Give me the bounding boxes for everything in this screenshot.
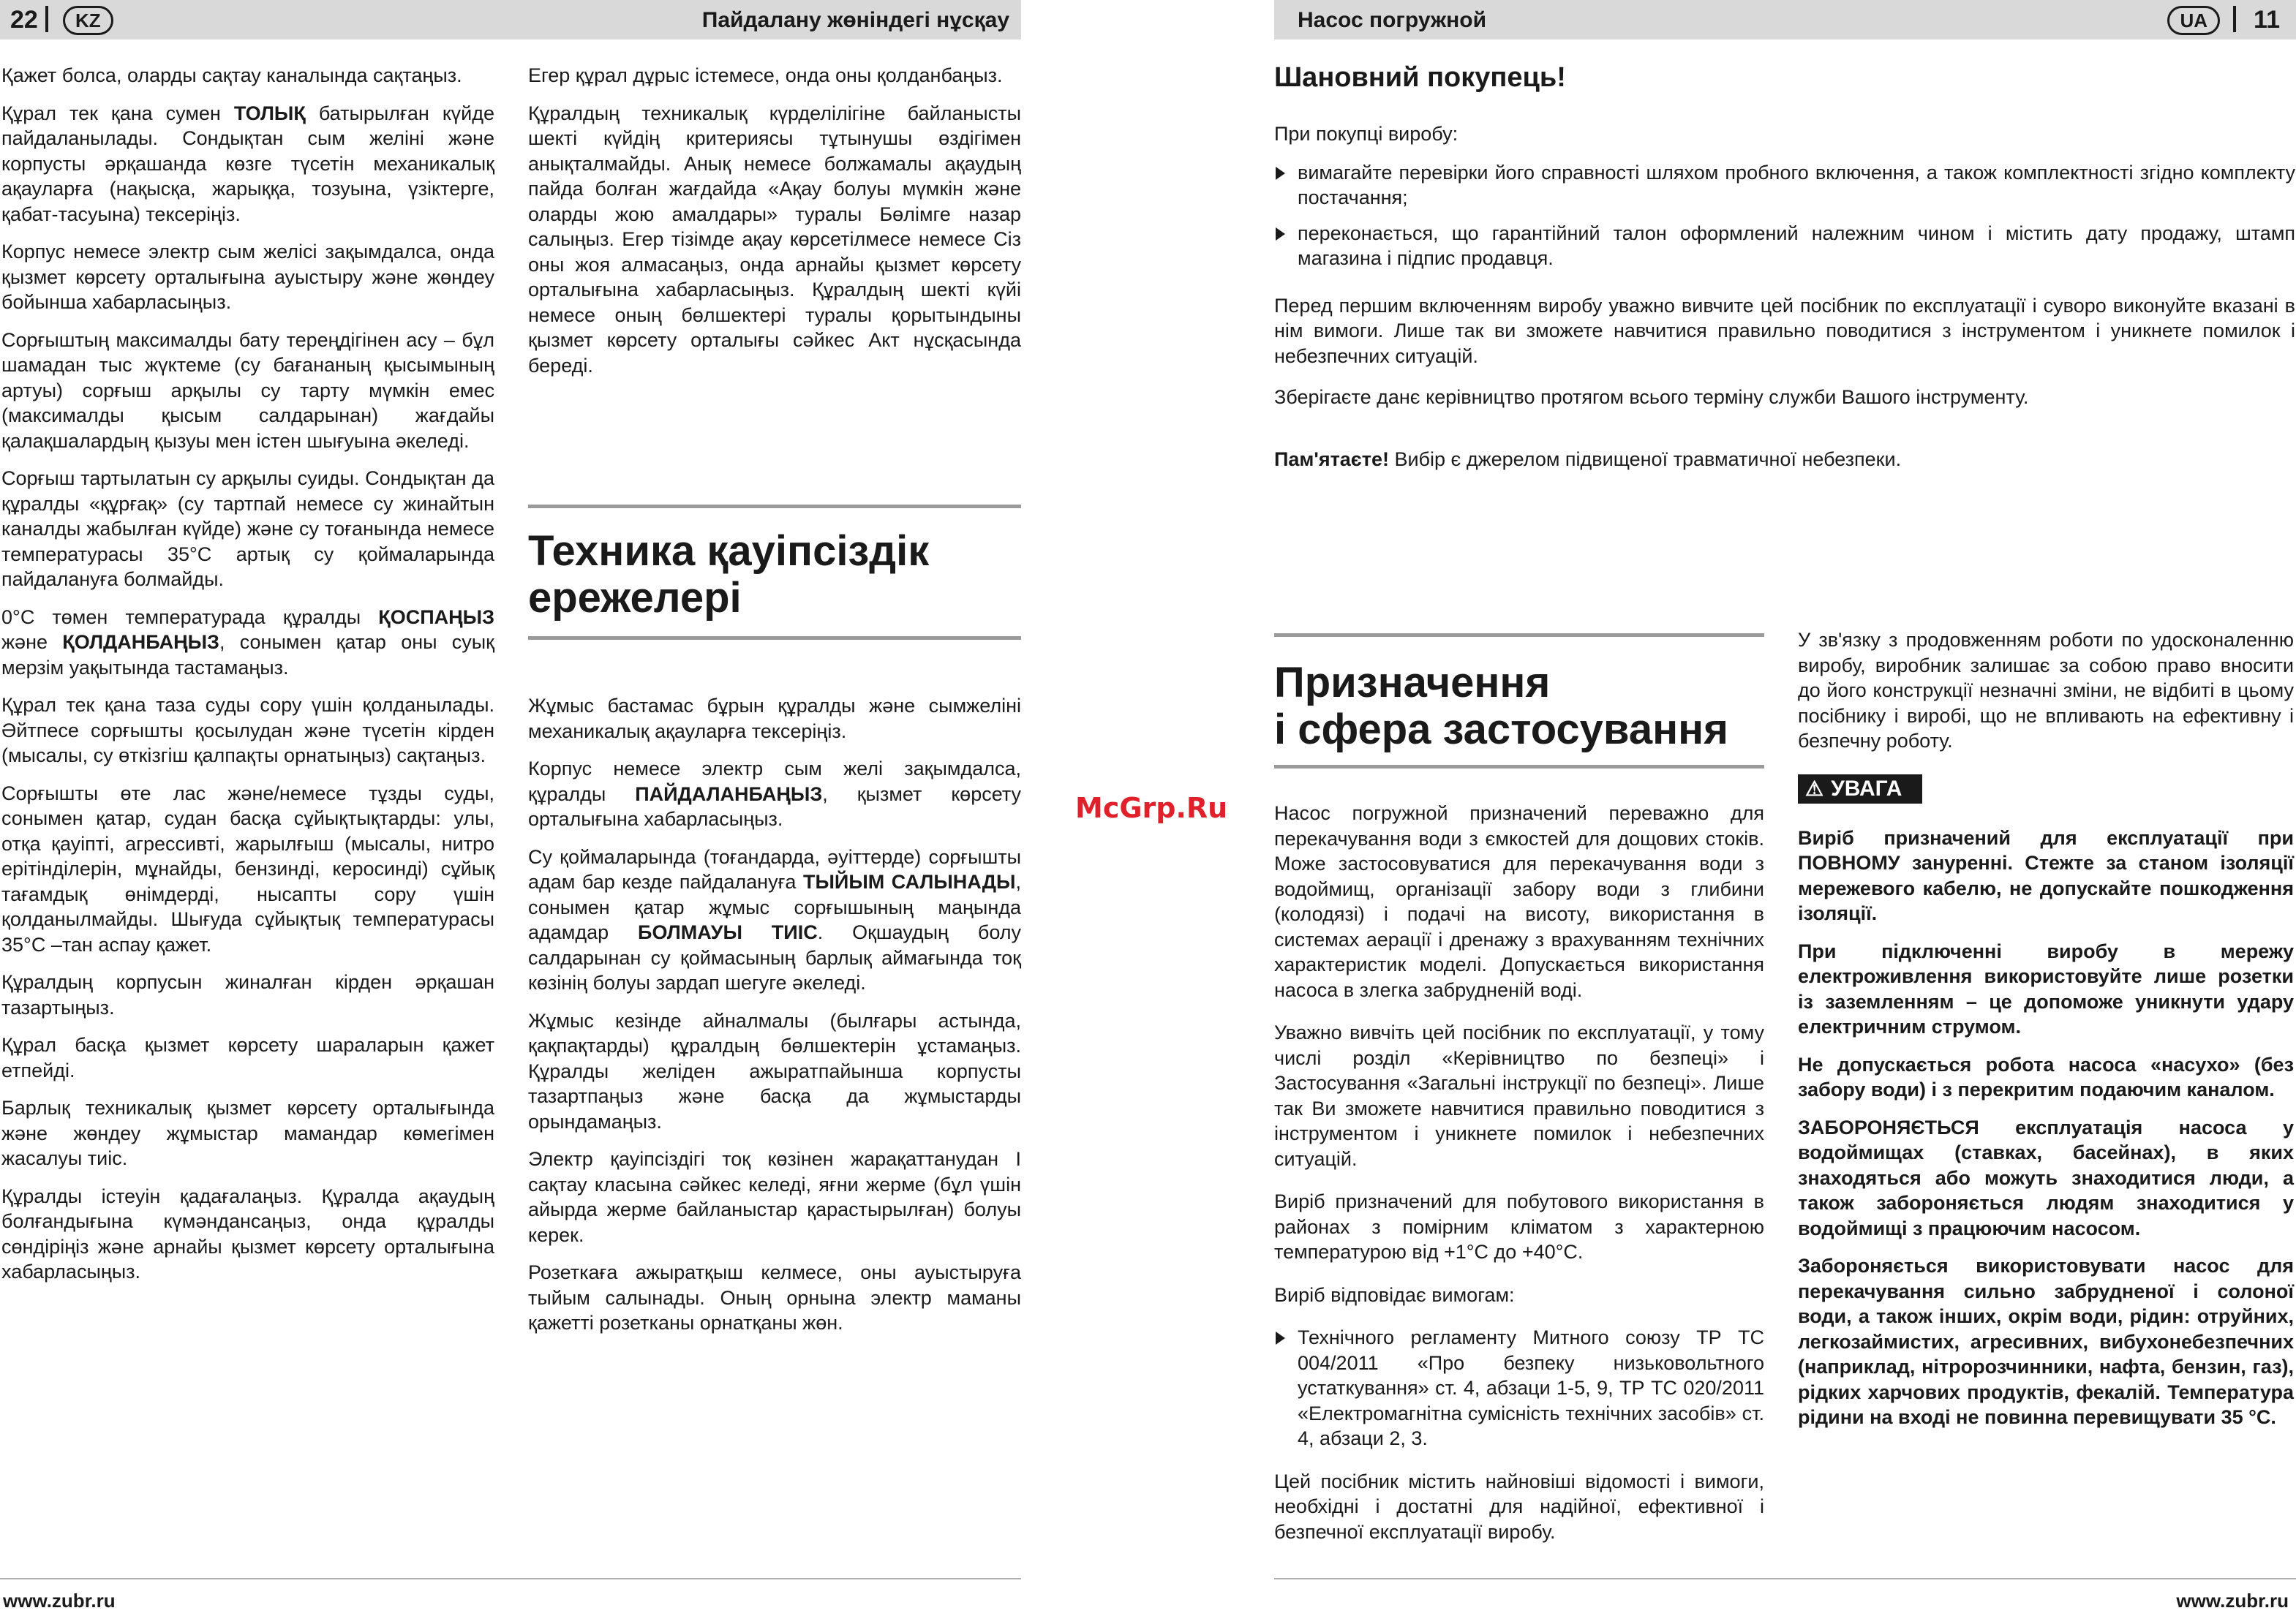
- kz-paragraph: Егер құрал дұрыс істемесе, онда оны қолданбаңыз.: [528, 64, 1003, 86]
- ua-paragraph: У зв'язку з продовженням роботи по удосконаленню виробу, виробник залишає за собою право вносити до його конструкції незначні зміни, не відбиті в цьому посібнику і виробі, що не впливають на ефективну і безпечну роботу.: [1798, 629, 2294, 752]
- ua-purpose-title-line: і сфера застосування: [1274, 706, 1728, 753]
- section-rule: [1274, 765, 1764, 769]
- section-rule: [528, 636, 1021, 640]
- ua-remember-text: Вибір є джерелом підвищеної травматичної небезпеки.: [1394, 448, 1902, 470]
- ua-warning-label: УВАГА: [1831, 776, 1902, 801]
- left-page-header: [0, 0, 1021, 39]
- lang-badge-kz: KZ: [63, 6, 113, 35]
- kz-paragraph: 0°С төмен температурада құралды ҚОСПАҢЫЗ және ҚОЛДАНБАҢЫЗ, сонымен қатар оны суық мерзім уақытында тастамаңыз.: [1, 605, 494, 679]
- ua-greeting: Шановний покупець!: [1274, 62, 1566, 93]
- kz-paragraph: Қажет болса, оларды сақтау каналында сақтаңыз.: [1, 64, 462, 86]
- ua-purpose-title: [1274, 660, 1764, 753]
- ua-paragraph: Виріб відповідає вимогам:: [1274, 1283, 1515, 1306]
- ua-bullet-text: Технічного регламенту Митного союзу ТР ТС 004/2011 «Про безпеку низьковольтного устаткування» ст. 4, абзаци 1-5, 9, ТР ТС 020/2011 «Електромагнітна сумісність технічних засобів» ст. 4, абзаци 2, 3.: [1298, 1326, 1764, 1449]
- kz-paragraph: Розеткаға ажыратқыш келмесе, оны ауыстыруға тыйым салынады. Оның орнына электр маманы қажетті розетканы орнатқаны жөн.: [528, 1261, 1021, 1334]
- left-header-title: Пайдалану жөніндегі нұсқау: [701, 8, 1009, 32]
- kz-safety-title: [528, 528, 1021, 622]
- kz-paragraph: Су қоймаларында (тоғандарда, әуіттерде) сорғышты адам бар кезде пайдалануға ТЫЙЫМ САЛЫНАДЫ, сонымен қатар жұмыс сорғышының маңында адамдар БОЛМАУЫ ТИІС. Оқшаудың болу салдарынан су қоймасының барлық аймағында тоқ көзінің болуы зардап шегуге әкеледі.: [528, 845, 1021, 994]
- ua-warning-paragraph: Не допускається робота насоса «насухо» (без забору води) і з перекритим подаючим каналом.: [1798, 1053, 2294, 1100]
- ua-bullet-text: вимагайте перевірки його справності шляхом пробного включення, а також комплектності згідно комплекту постачання;: [1298, 161, 2295, 208]
- ua-purchase-lead: При покупці виробу:: [1274, 123, 1458, 145]
- ua-keep-paragraph: Зберігаєте данє керівництво протягом всього терміну служби Вашого інструменту.: [1274, 386, 2029, 408]
- left-footer-url[interactable]: www.zubr.ru: [3, 1590, 116, 1612]
- warning-triangle-icon: ⚠: [1805, 777, 1824, 800]
- ua-warning-badge: [1798, 774, 1922, 804]
- kz-paragraph: Сорғыш тартылатын су арқылы суиды. Сондықтан да құралды «құрғақ» (су тартпай немесе су жинайтын каналды жабылған күйде) және су тоғанында немесе температурасы 35°С артық су қоймаларында пайдалануға болмайды.: [1, 467, 494, 590]
- ua-bullet-item: [1274, 221, 2295, 271]
- ua-paragraph: Цей посібник містить найновіші відомості і вимоги, необхідні і достатні для надійної, ефективної і безпечної експлуатації виробу.: [1274, 1470, 1764, 1543]
- section-rule: [528, 505, 1021, 508]
- kz-paragraph: Барлық техникалық қызмет көрсету орталығында және жөндеу жұмыстар мамандар көмегімен жасалуы тиіс.: [1, 1097, 494, 1169]
- ua-column-2: [1798, 627, 2294, 1443]
- kz-column-2-top: [528, 63, 1021, 390]
- right-header-title: Насос погружной: [1298, 8, 1487, 32]
- bullet-arrow-icon: [1276, 227, 1285, 241]
- ua-warning-paragraph: При підключенні виробу в мережу електроживлення використовуйте лише розетки із заземленням – це допоможе уникнути удару електричним струмом.: [1798, 940, 2294, 1038]
- ua-requirements-bullet: [1274, 1325, 1764, 1451]
- ua-bullet-text: переконається, що гарантійний талон оформлений належним чином і містить дату продажу, штамп магазина і підпис продавця.: [1298, 222, 2295, 269]
- ua-warning-paragraph: Забороняється використовувати насос для перекачування сильно забрудненої і солоної води, а також інших, окрім води, рідин: отруйних, легкозаймистих, агресивних, вибухонебезпечних (наприклад, нітророзчинники, нафта, бензин, газ), рідких харчових продуктів, фекалій. Температура рідини на вході не повинна перевищувати 35 °С.: [1798, 1255, 2294, 1428]
- watermark-text: McGrp.Ru: [1075, 792, 1228, 824]
- kz-paragraph: Жұмыс бастамас бұрын құралды және сымжеліні механикалық ақауларға тексеріңіз.: [528, 695, 1021, 742]
- kz-paragraph: Электр қауіпсіздігі тоқ көзінен жарақаттанудан І сақтау класына сәйкес келеді, яғни жерме (бұл үшін айырда жерме байланыстар қарастырылған) болуы керек.: [528, 1148, 1021, 1246]
- ua-remember-label: Пам'ятаєте!: [1274, 448, 1389, 470]
- left-page-number: 22: [10, 6, 38, 34]
- ua-paragraph: Насос погружной призначений переважно для перекачування води з ємкостей для дощових стоків. Може застосовуватися для перекачування води з водоймищ, організації забору води з глибини (колодязі) і подачі на висоту, використання в системах аерації і дренажу з врахуванням технічних характеристик моделі. Допускається використання насоса в злегка забрудненій воді.: [1274, 802, 1764, 1001]
- kz-paragraph: Құралды істеуін қадағалаңыз. Құралда ақаудың болғандығына күмәндансаңыз, онда құралды сөндіріңіз және арнайы қызмет көрсету орталығына хабарласыңыз.: [1, 1185, 494, 1283]
- kz-paragraph: Құралдың корпусын жиналған кірден әрқашан тазартыңыз.: [1, 971, 494, 1019]
- kz-safety-title-line: ережелері: [528, 574, 742, 622]
- kz-column-1: [1, 63, 494, 1297]
- right-page-header: [1274, 0, 2296, 39]
- kz-column-2-bottom: [528, 693, 1021, 1348]
- kz-paragraph: Корпус немесе электр сым желісі зақымдалса, онда қызмет көрсету орталығына ауыстыру және жөндеу бойынша хабарласыңыз.: [1, 241, 494, 313]
- kz-paragraph: Құралдың техникалық күрделілігіне байланысты шекті күйдің критериясы тұтынушы өздігімен анықталмайды. Анық немесе болжамалы ақаудың пайда болған жағдайда «Ақау болуы мүмкін және оларды жою амалдары» туралы Бөлімге назар салыңыз. Егер тізімде ақау көрсетілмесе немесе Сіз оны жоя алмасаңыз, онда арнайы қызмет көрсету орталығына хабарласыңыз. Құралдың шекті күйі немесе оның бөлшектері туралы қорытындыны қызмет көрсету орталығы сәйкес Акт нұсқасында береді.: [528, 102, 1021, 377]
- header-divider: [45, 6, 48, 32]
- kz-paragraph: Сорғыштың максималды бату тереңдігінен асу – бұл шамадан тыс жүктеме (су бағананың қысымының артуы) сорғыш арқылы су тарту мүмкін емес (максималды қысым салдарынан) жағдайы қалақшалардың қызуы мен істен шығуына әкеледі.: [1, 328, 494, 452]
- bullet-arrow-icon: [1276, 167, 1285, 180]
- footer-rule: [0, 1578, 1021, 1579]
- kz-paragraph: Жұмыс кезінде айналмалы (былғары астында, қақпақтарды) құралдың бөлшектерін ұстамаңыз. Құралды желіден ажыратпайынша корпусты тазартпаңыз және басқа да жұмыстарды орындамаңыз.: [528, 1009, 1021, 1133]
- kz-paragraph: Құрал тек қана таза суды сору үшін қолданылады. Әйтпесе сорғышты қосылудан және түсетін кірден (мысалы, су өткізгіш қалпақты орнатыңыз) сақтаңыз.: [1, 694, 494, 766]
- bullet-arrow-icon: [1276, 1332, 1285, 1345]
- kz-paragraph: Құрал басқа қызмет көрсету шараларын қажет етпейді.: [1, 1034, 494, 1081]
- ua-warning-paragraph: Виріб призначений для експлуатації при ПОВНОМУ зануренні. Стежте за станом ізоляції мережевого кабелю, не допускайте пошкодження ізоляції.: [1798, 826, 2294, 924]
- ua-paragraph: Виріб призначений для побутового використання в районах з помірним кліматом з характерною температурою від +1°С до +40°С.: [1274, 1190, 1764, 1263]
- ua-purpose-title-line: Призначення: [1274, 659, 1551, 706]
- kz-paragraph: Сорғышты өте лас және/немесе тұзды суды, сонымен қатар, судан басқа сұйықтықтарды: улы, отқа қауіпті, агрессивті, жарылғыш (мысалы, нитро ерітінділерін, мұнайды, бензинді, керосинді) сұйық тағамдық өнімдерді, нысапты сору үшін қолданылмайды. Шығуда сұйықтық температурасы 35°С –тан аспау қажет.: [1, 782, 494, 956]
- ua-paragraph: Уважно вивчіть цей посібник по експлуатації, у тому числі розділ «Керівництво по безпеці» і Застосування «Загальні інструкції по безпеці». Лише так Ви зможете навчитися правильно поводитися з інструментом і уникнете помилок і небезпечних ситуацій.: [1274, 1022, 1764, 1170]
- right-page-number: 11: [2254, 6, 2280, 34]
- ua-intro-paragraph: Перед першим включенням виробу уважно вивчите цей посібник по експлуатації і суворо виконуйте вказані в нім вимоги. Лише так ви зможете навчитися правильно поводитися з інструментом і уникнете помилок і небезпечних ситуацій.: [1274, 294, 2295, 367]
- kz-paragraph: Корпус немесе электр сым желі зақымдалса, құралды ПАЙДАЛАНБАҢЫЗ, қызмет көрсету орталығына хабарласыңыз.: [528, 758, 1021, 830]
- lang-badge-ua: UA: [2167, 6, 2220, 35]
- section-rule: [1274, 633, 1764, 637]
- right-footer-url[interactable]: www.zubr.ru: [2176, 1590, 2289, 1612]
- ua-bullet-item: [1274, 160, 2295, 211]
- ua-column-1: [1274, 801, 1764, 1562]
- kz-safety-title-line: Техника қауіпсіздік: [528, 527, 930, 575]
- kz-paragraph: Құрал тек қана сумен ТОЛЫҚ батырылған күйде пайдаланылады. Сондықтан сым желіні және корпусты әрқашанда көзге түсетін механикалық ақауларға (нақысқа, жарыққа, тозуына, үзіктерге, қабат-тасуына) тексеріңіз.: [1, 102, 494, 225]
- ua-warning-paragraph: ЗАБОРОНЯЄТЬСЯ експлуатація насоса у водоймищах (ставках, басейнах), в яких знаходяться або можуть знаходитися люди, а також забороняється людям знаходитися у водоймищі з працюючим насосом.: [1798, 1116, 2294, 1239]
- footer-rule: [1274, 1578, 2296, 1579]
- ua-intro-block: [1274, 121, 2295, 472]
- ua-remember-paragraph: [1274, 447, 2295, 472]
- header-divider: [2233, 6, 2236, 32]
